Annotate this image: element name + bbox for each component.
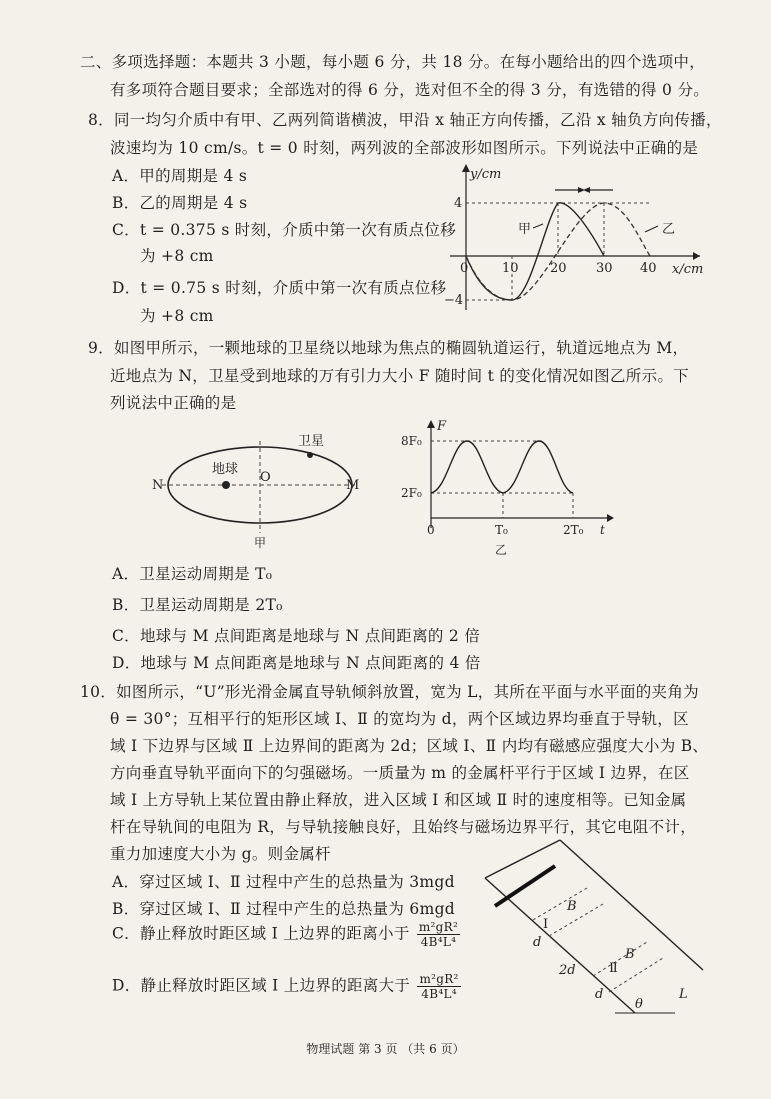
width-d2-label: d: [595, 987, 604, 1002]
q8-ytick-top: 4: [454, 196, 463, 211]
q10-stem-line4: 方向垂直导轨平面向下的匀强磁场。一质量为 m 的金属杆平行于区域 Ⅰ 边界，在区: [110, 764, 690, 782]
fraction-numerator: m²gR²: [419, 972, 459, 986]
q8-option-c-line1: C．t = 0.375 s 时刻，介质中第一次有质点位移: [112, 221, 457, 239]
q10-option-c-fraction: [417, 920, 460, 949]
q10-option-c: [112, 920, 460, 949]
metal-rod: [495, 866, 555, 906]
fig-jia-caption: 甲: [254, 536, 267, 550]
q8-xtick-30: 30: [596, 261, 613, 276]
gap-2d-label: 2d: [559, 963, 576, 978]
q9-x-t0: T₀: [495, 523, 508, 537]
q10-rail-figure: [475, 838, 715, 1018]
q8-y-arrow: [462, 164, 470, 172]
q8-wave-graph: [440, 160, 720, 320]
q10-stem-line3: 域 Ⅰ 下边界与区域 Ⅱ 上边界间的距离为 2d；区域 Ⅰ、Ⅱ 内均有磁感应强度大小为 B、: [110, 737, 709, 755]
q10-option-d-fraction: [417, 972, 460, 1001]
q8-option-d-line2: 为 +8 cm: [140, 307, 214, 325]
q8-xtick-20: 20: [550, 261, 567, 276]
region1-label: Ⅰ: [543, 917, 549, 932]
q8-xtick-10: 10: [502, 261, 519, 276]
q8-option-c-line2: 为 +8 cm: [140, 247, 214, 265]
q10-option-c-text: C．静止释放时距区域 Ⅰ 上边界的距离小于: [112, 924, 410, 943]
q9-y-bottom: 2F₀: [401, 486, 422, 500]
q9-orbit-figure: [150, 425, 370, 550]
fraction-denominator: 4B⁴L⁴: [420, 935, 457, 949]
earth-label: 地球: [212, 462, 239, 477]
q8-xlabel: x/cm: [672, 262, 704, 277]
width-l-label: L: [679, 987, 688, 1002]
q9-option-d: D．地球与 M 点间距离是地球与 N 点间距离的 4 倍: [112, 654, 481, 672]
q9-option-c: C．地球与 M 点间距离是地球与 N 点间距离的 2 倍: [112, 627, 481, 645]
q8-origin: 0: [460, 261, 469, 276]
q9-xlabel: t: [600, 523, 605, 537]
q10-stem-line5: 域 Ⅰ 上方导轨上某位置由静止释放，进入区域 Ⅰ 和区域 Ⅱ 时的速度相等。已知金属: [110, 791, 687, 809]
q9-force-graph: [395, 418, 625, 558]
q9-y-top: 8F₀: [401, 434, 422, 448]
region2-b-label: B: [625, 947, 635, 962]
section-header-line2: 有多项符合题目要求；全部选对的得 6 分，选对但不全的得 3 分，有选错的得 0 分。: [110, 81, 710, 99]
q8-xtick-40: 40: [640, 261, 657, 276]
q10-option-b: B．穿过区域 Ⅰ、Ⅱ 过程中产生的总热量为 6mgd: [112, 900, 456, 918]
q8-option-b: B．乙的周期是 4 s: [112, 194, 248, 212]
q9-force-curve: [431, 441, 573, 493]
section-header-line1: 二、多项选择题：本题共 3 小题，每小题 6 分，共 18 分。在每小题给出的四个选项中，: [80, 53, 706, 71]
q8-ytick-bottom: −4: [444, 293, 464, 308]
q8-x-arrow: [693, 252, 700, 260]
q8-label-yi: 乙: [662, 222, 676, 237]
q8-option-d-line1: D．t = 0.75 s 时刻，介质中第一次有质点位移: [112, 279, 447, 297]
region1-b-label: B: [567, 899, 577, 914]
q9-origin: 0: [427, 523, 435, 537]
theta-label: θ: [635, 997, 643, 1012]
fraction-denominator: 4B⁴L⁴: [421, 987, 457, 1001]
q10-option-a: A．穿过区域 Ⅰ、Ⅱ 过程中产生的总热量为 3mgd: [112, 873, 455, 891]
q10-stem-line2: θ = 30°；互相平行的矩形区域 Ⅰ、Ⅱ 的宽均为 d，两个区域边界均垂直于导轨，区: [110, 710, 689, 728]
point-m-label: M: [346, 478, 360, 493]
q8-ylabel: y/cm: [470, 167, 502, 182]
q9-stem-line2: 近地点为 N，卫星受到地球的万有引力大小 F 随时间 t 的变化情况如图乙所示。下: [110, 367, 689, 385]
q9-x-2t0: 2T₀: [563, 523, 584, 537]
earth-dot: [222, 481, 230, 489]
fraction-numerator: m²gR²: [418, 920, 459, 934]
q9-ylabel: F: [437, 419, 447, 434]
point-n-label: N: [152, 478, 164, 493]
q8-stem-line2: 波速均为 10 cm/s。t = 0 时刻，两列波的全部波形如图所示。下列说法中正确的是: [110, 139, 699, 157]
fig-yi-caption: 乙: [495, 543, 508, 557]
page-footer: 物理试题 第 3 页 （共 6 页）: [306, 1042, 465, 1056]
region2-top: [593, 942, 647, 976]
q8-label-jia: 甲: [518, 222, 532, 237]
q10-stem-line7: 重力加速度大小为 g。则金属杆: [110, 845, 331, 863]
satellite-dot: [307, 452, 313, 458]
q9-option-b: B．卫星运动周期是 2T₀: [112, 596, 283, 614]
q8-stem-line1: 8．同一均匀介质中有甲、乙两列简谐横波，甲沿 x 轴正方向传播，乙沿 x 轴负方向传播，: [88, 111, 722, 129]
q10-stem-line1: 10．如图所示，“U”形光滑金属直导轨倾斜放置，宽为 L，其所在平面与水平面的夹角为: [80, 683, 699, 701]
region2-label: Ⅱ: [609, 961, 618, 976]
q8-option-a: A．甲的周期是 4 s: [112, 167, 248, 185]
region1-top: [533, 888, 587, 920]
q10-option-d: [112, 972, 461, 1001]
satellite-label: 卫星: [298, 434, 325, 449]
q10-stem-line6: 杆在导轨间的电阻为 R，与导轨接触良好，且始终与磁场边界平行，其它电阻不计，: [110, 818, 696, 836]
width-d1-label: d: [533, 935, 542, 950]
point-o-label: O: [260, 470, 271, 485]
q9-stem-line3: 列说法中正确的是: [110, 394, 237, 412]
q10-option-d-text: D．静止释放时距区域 Ⅰ 上边界的距离大于: [112, 976, 411, 995]
q9-option-a: A．卫星运动周期是 T₀: [112, 565, 273, 583]
q9-stem-line1: 9．如图甲所示，一颗地球的卫星绕以地球为焦点的椭圆轨道运行，轨道远地点为 M，: [88, 339, 689, 357]
